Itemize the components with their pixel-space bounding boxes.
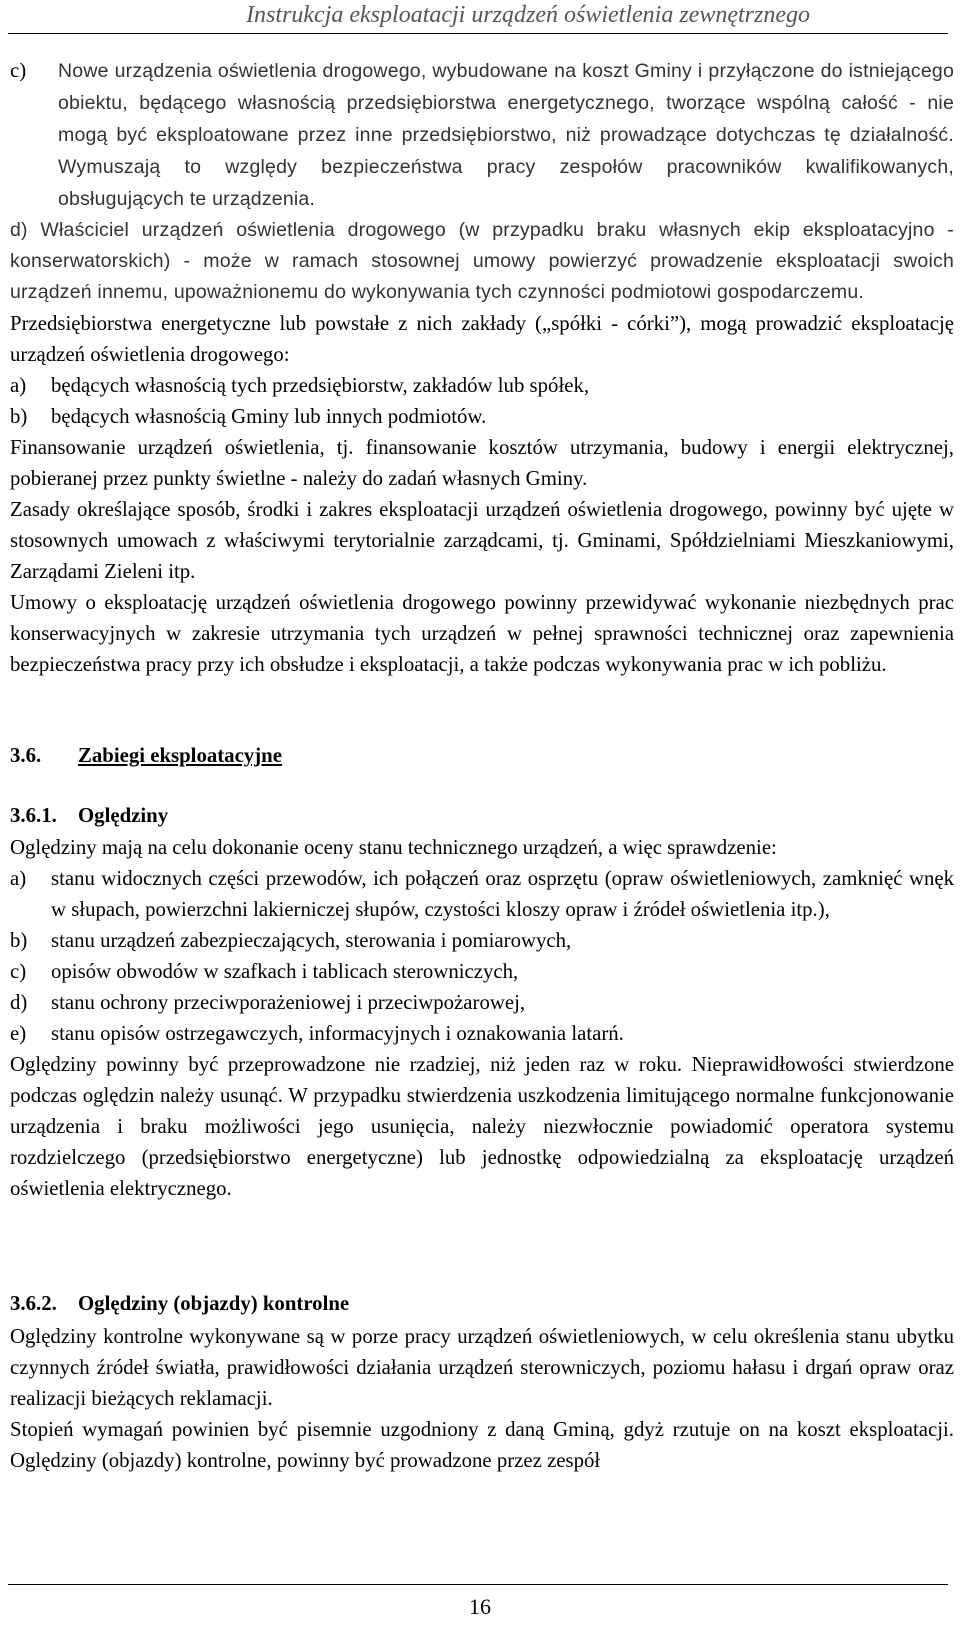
section-heading-3-6-1 bbox=[10, 804, 168, 828]
list-marker: a) bbox=[10, 374, 27, 397]
list-item-text: stanu urządzeń zabezpieczających, sterowania i pomiarowych, bbox=[51, 929, 572, 952]
section-title: Zabiegi eksploatacyjne bbox=[78, 744, 282, 767]
list-item-a bbox=[10, 370, 954, 401]
header-divider bbox=[8, 33, 948, 34]
paragraph-d: d) Właściciel urządzeń oświetlenia drogowego (w przypadku braku własnych ekip eksploatacyjno - konserwatorskich) - może w ramach stosownej umowy powierzyć prowadzenie eksploatacji swoich urządzeń innemu, upoważnionemu do wykonywania tych czynności podmiotowi gospodarczemu. bbox=[10, 219, 954, 303]
section-heading-3-6 bbox=[10, 744, 282, 768]
list-item-text: będących własnością Gminy lub innych podmiotów. bbox=[51, 405, 487, 428]
list-item-text: stanu opisów ostrzegawczych, informacyjnych i oznakowania latarń. bbox=[51, 1022, 624, 1045]
section-number: 3.6.1. bbox=[10, 804, 57, 827]
section-title: Oględziny bbox=[78, 804, 169, 827]
page-header bbox=[0, 0, 960, 40]
list-item-c bbox=[10, 956, 954, 987]
list-item-text: opisów obwodów w szafkach i tablicach sterowniczych, bbox=[51, 960, 519, 983]
list-marker: a) bbox=[10, 867, 27, 890]
footer-divider bbox=[8, 1584, 948, 1585]
paragraph-control-inspection: Oględziny kontrolne wykonywane są w porze pracy urządzeń oświetleniowych, w celu określenia stanu ubytku czynnych źródeł światła, prawidłowości działania urządzeń sterowniczych, poziomu hałasu i drgań opraw oraz realizacji bieżących reklamacji. bbox=[10, 1325, 954, 1410]
paragraph-companies: Przedsiębiorstwa energetyczne lub powstałe z nich zakłady („spółki - córki”), mogą prowadzić eksploatację urządzeń oświetlenia drogowego: bbox=[10, 312, 954, 366]
list-item-d bbox=[10, 987, 954, 1018]
list-item-b bbox=[10, 925, 954, 956]
page-number: 16 bbox=[469, 1594, 491, 1619]
list-marker: d) bbox=[10, 991, 28, 1014]
list-marker: c) bbox=[10, 960, 27, 983]
list-item-e bbox=[10, 1018, 954, 1049]
paragraph-requirements: Stopień wymagań powinien być pisemnie uzgodniony z daną Gminą, gdyż rzutuje on na koszt eksploatacji. Oględziny (objazdy) kontrolne, powinny być prowadzone przez zespół bbox=[10, 1418, 954, 1472]
list-marker: b) bbox=[10, 929, 28, 952]
list-marker: c) bbox=[10, 59, 27, 82]
section-number: 3.6. bbox=[10, 744, 42, 767]
list-item-a bbox=[10, 863, 954, 925]
paragraph-contracts: Umowy o eksploatację urządzeń oświetlenia drogowego powinny przewidywać wykonanie niezbędnych prac konserwacyjnych w zakresie utrzymania tych urządzeń w pełnej sprawności technicznej oraz zapewnienia bezpieczeństwa pracy przy ich obsłudze i eksploatacji, a także podczas wykonywania prac w ich pobliżu. bbox=[10, 591, 954, 676]
list-marker: b) bbox=[10, 405, 28, 428]
paragraph-rules: Zasady określające sposób, środki i zakres eksploatacji urządzeń oświetlenia drogowego, powinny być ujęte w stosownych umowach z właściwymi terytorialnie zarządcami, tj. Gminami, Spółdzielniami Mieszkaniowymi, Zarządami Zieleni itp. bbox=[10, 498, 954, 583]
section-heading-3-6-2 bbox=[10, 1292, 349, 1316]
paragraph-c-part2: Wymuszają to względy bezpieczeństwa pracy zespołów pracowników kwalifikowanych, obsługujących te urządzenia. bbox=[58, 156, 954, 210]
paragraph-inspection-frequency: Oględziny powinny być przeprowadzone nie rzadziej, niż jeden raz w roku. Nieprawidłowości stwierdzone podczas oględzin należy usunąć. W przypadku stwierdzenia uszkodzenia limitującego normalne funkcjonowanie urządzenia i braku możliwości jego usunięcia, należy niezwłocznie powiadomić operatora systemu rozdzielczego (przedsiębiorstwo energetyczne) lub jednostkę odpowiedzialną za eksploatację urządzeń oświetlenia elektrycznego. bbox=[10, 1053, 954, 1200]
paragraph-financing: Finansowanie urządzeń oświetlenia, tj. finansowanie kosztów utrzymania, budowy i energii elektrycznej, pobieranej przez punkty świetlne - należy do zadań własnych Gminy. bbox=[10, 436, 954, 490]
section-title: Oględziny (objazdy) kontrolne bbox=[78, 1292, 350, 1315]
list-item-b bbox=[10, 401, 954, 432]
list-marker: e) bbox=[10, 1022, 27, 1045]
body-text-block-3 bbox=[10, 1321, 954, 1476]
list-item-c bbox=[10, 55, 954, 215]
body-text-block-2 bbox=[10, 832, 954, 1204]
list-item-text: będących własnością tych przedsiębiorstw, zakładów lub spółek, bbox=[51, 374, 590, 397]
list-item-text: stanu ochrony przeciwporażeniowej i przeciwpożarowej, bbox=[51, 991, 526, 1014]
paragraph-inspection-intro: Oględziny mają na celu dokonanie oceny stanu technicznego urządzeń, a więc sprawdzenie: bbox=[10, 836, 777, 859]
document-title: Instrukcja eksploatacji urządzeń oświetlenia zewnętrznego bbox=[246, 2, 810, 28]
list-item-text: stanu widocznych części przewodów, ich połączeń oraz osprzętu (opraw oświetleniowych, zamknięć wnęk w słupach, powierzchni lakierniczej słupów, czystości kloszy opraw i źródeł oświetlenia itp.), bbox=[51, 867, 954, 921]
section-number: 3.6.2. bbox=[10, 1292, 57, 1315]
body-text-block-1 bbox=[10, 55, 954, 680]
paragraph-c-part1: Nowe urządzenia oświetlenia drogowego, wybudowane na koszt Gminy i przyłączone do istniejącego obiektu, będącego własnością przedsiębiorstwa energetycznego, tworzące wspólną całość - nie mogą być eksploatowane przez inne przedsiębiorstwo, niż prowadzące dotychczas tę działalność. bbox=[58, 60, 954, 146]
